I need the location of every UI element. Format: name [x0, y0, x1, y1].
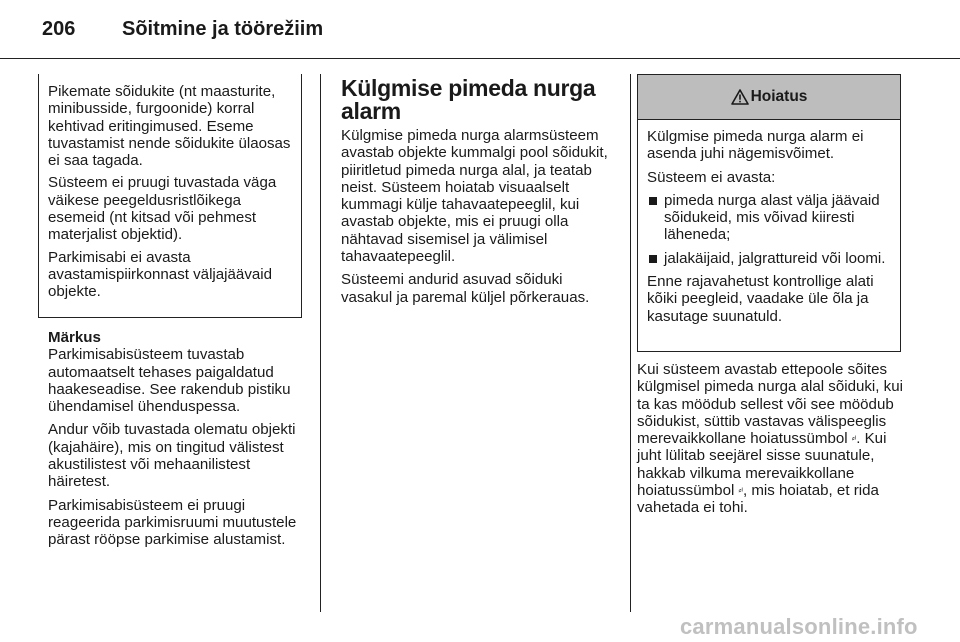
bullet-square-icon [649, 255, 657, 263]
page-number: 206 [42, 18, 76, 40]
warning-header [638, 75, 900, 120]
blind-spot-warning-icon: ⸗ᵎ [738, 485, 743, 496]
watermark: carmanualsonline.info [680, 614, 918, 639]
note-paragraph: Parkimisabisüsteem tuvastab automaatselt tehases paigaldatud haakeseadise. See rakendub pistiku ühendamisel ühenduspessa. [48, 346, 291, 416]
note-paragraph: Parkimisabisüsteem ei pruugi reageerida parkimisruumi muutustele pärast rööpse parkimise alustamist. [48, 496, 297, 549]
warning-paragraph: Enne rajavahetust kontrollige alati kõiki peegleid, vaadake üle õla ja kasutage suunatuld. [647, 273, 874, 325]
text-segment: , mis hoiatab, et rida vahetada ei tohi. [637, 482, 879, 517]
column-divider [630, 74, 631, 612]
box-paragraph: Parkimisabi ei avasta avastamispiirkonnast väljajäävaid objekte. [48, 248, 273, 301]
note-section [48, 329, 316, 555]
middle-column [341, 77, 611, 312]
header-rule [0, 58, 960, 59]
right-column [637, 361, 907, 523]
box-paragraph: Süsteem ei pruugi tuvastada väga väikese peegeldusristlõikega esemeid (nt kitsad või pehmest materjalist objektid). [48, 174, 277, 244]
body-paragraph: Süsteemi andurid asuvad sõiduki vasakul ja paremal küljel põrkerauas. [341, 271, 590, 306]
warning-title: Hoiatus [750, 88, 808, 105]
page-title: Sõitmine ja töörežiim [122, 18, 324, 40]
list-item-text: jalakäijaid, jalgrattureid või loomi. [664, 249, 886, 267]
text-segment: . Kui juht lülitab seejärel sisse suunatule, hakkab vilkuma merevaikkollane hoiatussümbol [637, 430, 887, 500]
warning-list-item [647, 250, 891, 267]
note-paragraph: Andur võib tuvastada olematu objekti (kajahäire), mis on tingitud välistest akustilistest või mehaanilistest häiretest. [48, 421, 296, 491]
note-title: Märkus [48, 329, 101, 346]
body-paragraph: Külgmise pimeda nurga alarmsüsteem avastab objekte kummalgi pool sõidukit, piiritletud pimeda nurga alal, ja teatab neist. Süsteem hoiatab visuaalselt kummagi külje tahavaatepeeglil, kui avastab objekte, mis ei pruugi olla nähtavad sisemisel ja välimisel tahavaatepeeglil. [341, 127, 608, 266]
warning-body [638, 120, 900, 325]
bullet-square-icon [649, 197, 657, 205]
warning-paragraph: Süsteem ei avasta: [647, 168, 776, 186]
box-paragraph: Pikemate sõidukite (nt maasturite, minibusside, furgoonide) korral kehtivad eritingimused. Eseme tuvastamist nende sõidukite ülaosas ei saa tagada. [48, 83, 291, 170]
info-box [38, 74, 302, 318]
text-segment: Kui süsteem avastab ettepoole sõites külgmisel pimeda nurga alal sõiduki, kui ta kas möödub sellest või see möödub sõidukist, süttib vastavas välispeeglis merevaikkollane hoiatussümbol [637, 361, 903, 448]
warning-list [647, 192, 891, 267]
section-heading: Külgmise pimeda nurga alarm [341, 75, 596, 124]
list-item-text: pimeda nurga alast välja jäävaid sõidukeid, mis võivad kiiresti läheneda; [664, 191, 880, 244]
blind-spot-warning-icon: ⸗ᵎ [851, 433, 857, 444]
warning-list-item [647, 192, 891, 244]
column-divider [320, 74, 321, 612]
warning-triangle-icon [731, 89, 749, 105]
warning-box [637, 74, 901, 352]
warning-paragraph: Külgmise pimeda nurga alarm ei asenda juhi nägemisvõimet. [647, 128, 864, 163]
body-paragraph [637, 361, 907, 517]
